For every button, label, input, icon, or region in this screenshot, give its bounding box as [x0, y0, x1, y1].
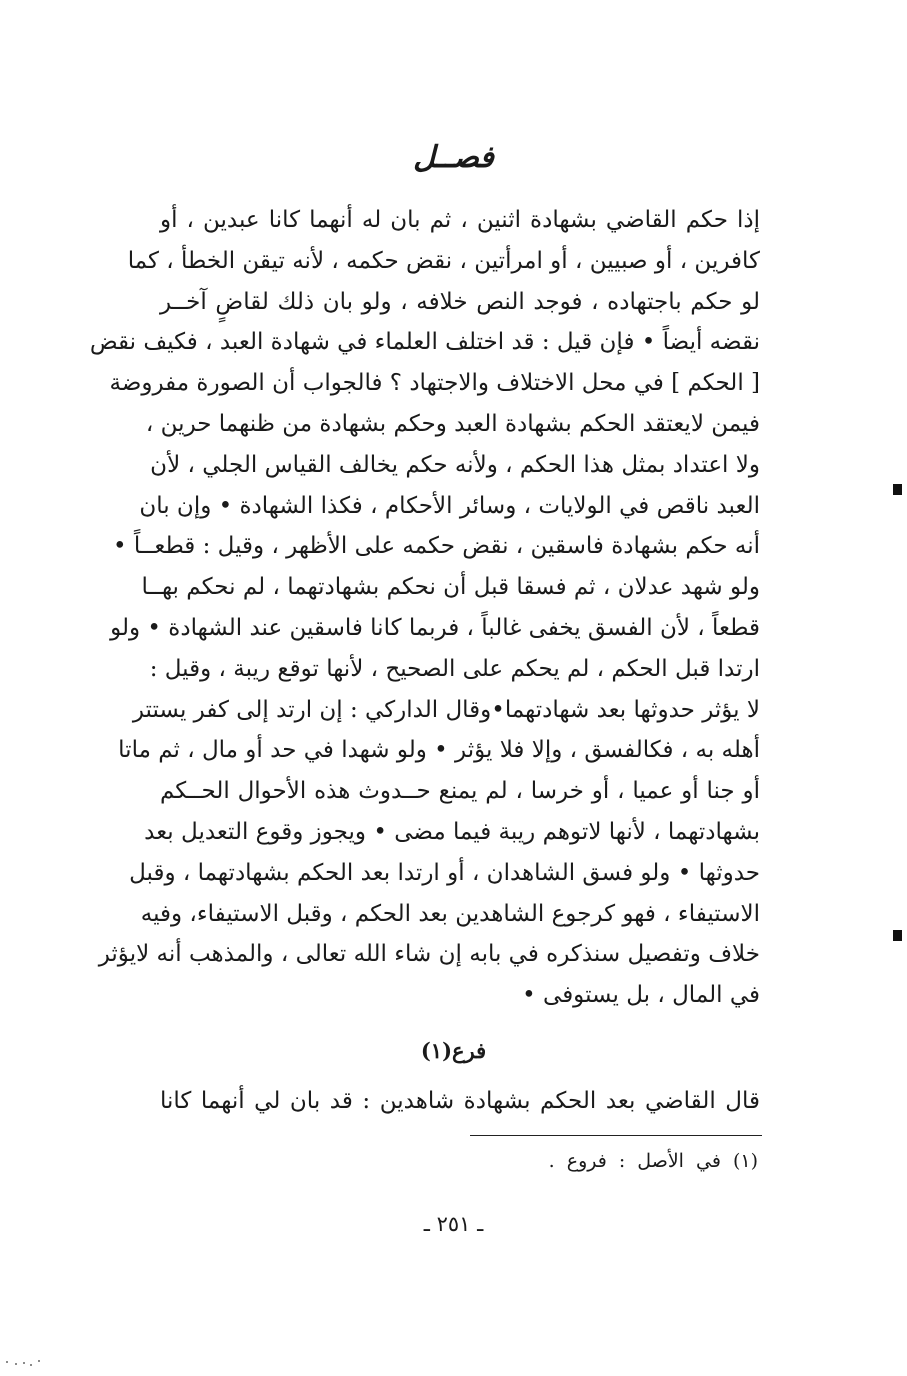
main-paragraph — [89, 200, 760, 1016]
margin-mark — [893, 484, 902, 495]
text-line-last: في المال ، بل يستوفى • — [522, 982, 760, 1009]
page-number: ـ ٢٥١ ـ — [423, 1212, 484, 1236]
footnote: (١) في الأصل : فروع . — [548, 1150, 758, 1172]
text-line: إذا حكم القاضي بشهادة اثنين ، ثم بان له أنهما كانا عبدين ، أو — [160, 207, 760, 233]
text-line: كافرين ، أو صبيين ، أو امرأتين ، نقض حكمه ، لأنه تيقن الخطأ ، كما — [127, 247, 760, 274]
text-line: بشهادتهما ، لأنها لاتوهم ريبة فيما مضى • ويجوز وقوع التعديل بعد — [144, 818, 760, 845]
footnote-divider — [470, 1135, 762, 1136]
subsection-heading: فرع(١) — [420, 1038, 487, 1063]
text-line: ولا اعتداد بمثل هذا الحكم ، ولأنه حكم يخالف القياس الجلي ، لأن — [150, 451, 760, 478]
continuation-line: قال القاضي بعد الحكم بشهادة شاهدين : قد بان لي أنهما كانا — [160, 1088, 760, 1114]
margin-mark — [893, 930, 902, 941]
text-line: العبد ناقص في الولايات ، وسائر الأحكام ، فكذا الشهادة • وإن بان — [139, 492, 760, 519]
text-line: نقضه أيضاً • فإن قيل : قد اختلف العلماء في شهادة العبد ، فكيف نقض — [89, 329, 760, 356]
text-line: خلاف وتفصيل سنذكره في بابه إن شاء الله تعالى ، والمذهب أنه لايؤثر — [98, 941, 760, 968]
text-line: أهله به ، فكالفسق ، وإلا فلا يؤثر • ولو شهدا في حد أو مال ، ثم ماتا — [118, 737, 760, 764]
text-line: قطعاً ، لأن الفسق يخفى غالباً ، فربما كانا فاسقين عند الشهادة • ولو — [110, 614, 760, 641]
text-line: أنه حكم بشهادة فاسقين ، نقض حكمه على الأظهر ، وقيل : قطعــاً • — [112, 533, 760, 560]
text-line: ارتدا قبل الحكم ، لم يحكم على الصحيح ، لأنها توقع ريبة ، وقيل : — [149, 655, 760, 682]
text-line: حدوثها • ولو فسق الشاهدان ، أو ارتدا بعد الحكم بشهادتهما ، وقبل — [129, 859, 760, 886]
text-line: لا يؤثر حدوثها بعد شهادتهما•وقال الداركي : إن ارتد إلى كفر يستتر — [132, 696, 760, 723]
text-line: لو حكم باجتهاده ، فوجد النص خلافه ، ولو بان ذلك لقاضٍ آخــر — [160, 288, 760, 315]
text-line: [ الحكم ] في محل الاختلاف والاجتهاد ؟ فالجواب أن الصورة مفروضة — [109, 370, 760, 397]
text-line: أو جنا أو عميا ، أو خرسا ، لم يمنع حــدوث هذه الأحوال الحــكم — [160, 778, 760, 805]
text-line: فيمن لايعتقد الحكم بشهادة العبد وحكم بشهادة من ظنهما حرين ، — [145, 410, 760, 437]
scan-speck — [6, 1358, 44, 1366]
text-line: ولو شهد عدلان ، ثم فسقا قبل أن نحكم بشهادتهما ، لم نحكم بهــا — [141, 574, 760, 601]
text-line: الاستيفاء ، فهو كرجوع الشاهدين بعد الحكم ، وقبل الاستيفاء، وفيه — [140, 900, 760, 927]
section-heading: فصــل — [413, 140, 494, 175]
